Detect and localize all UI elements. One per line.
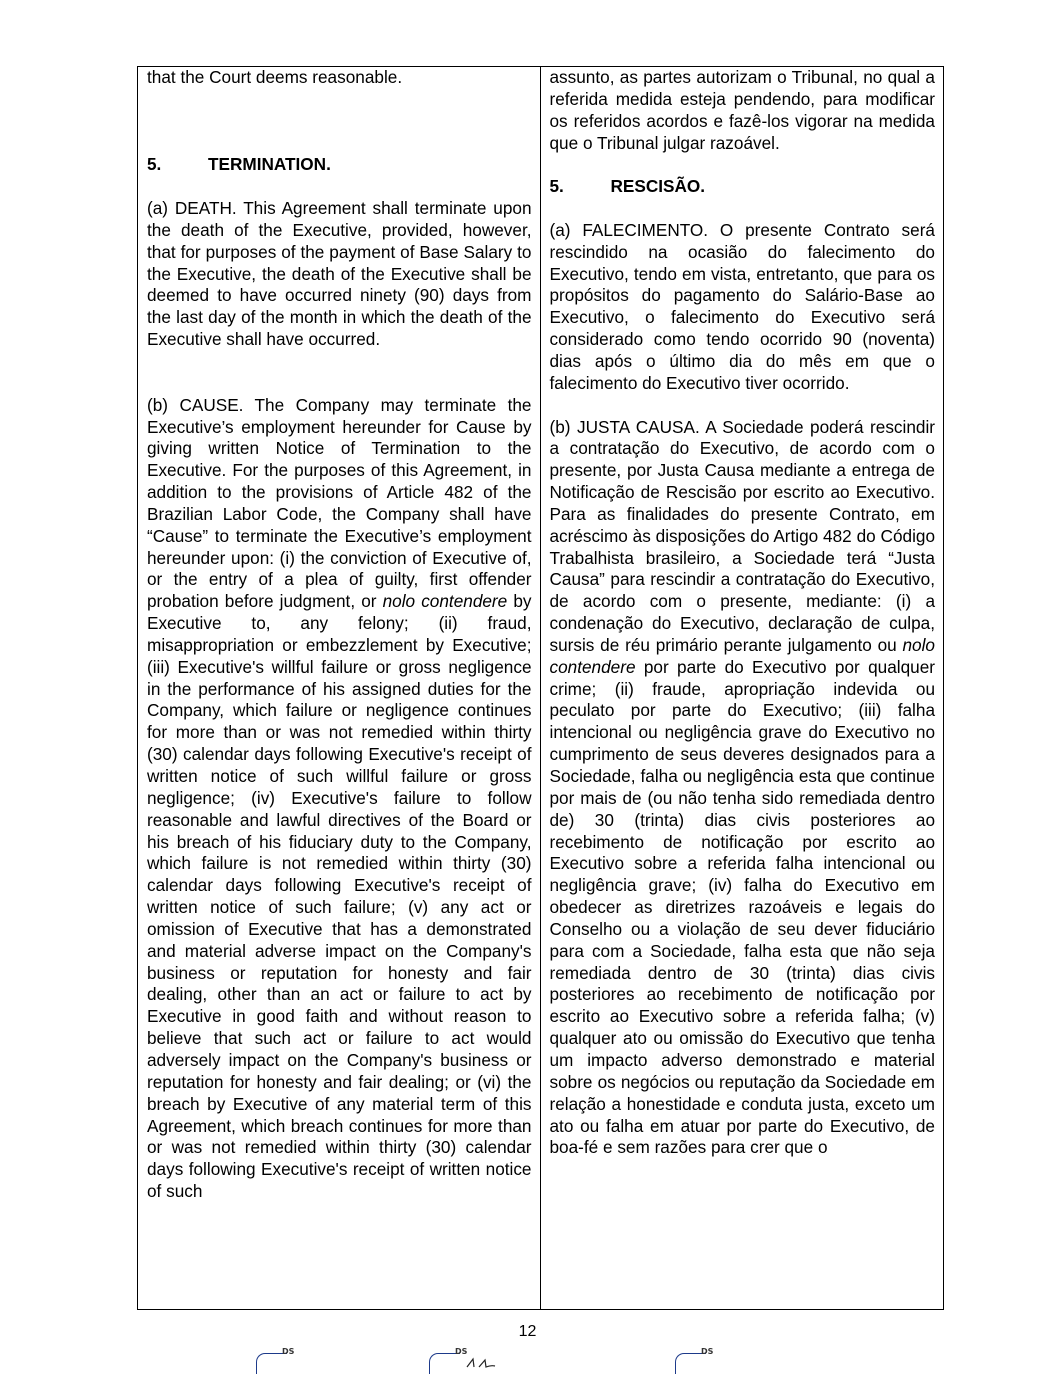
intro-paragraph-en: that the Court deems reasonable. — [147, 67, 403, 87]
section-heading-pt — [550, 176, 936, 198]
docusign-bracket-icon — [675, 1353, 706, 1374]
section-number-en: 5. — [147, 154, 162, 175]
english-column — [138, 67, 541, 1309]
docusign-bracket-icon — [429, 1353, 460, 1374]
cause-clause-pt — [550, 417, 936, 1160]
section-heading-en — [147, 154, 532, 176]
cause-clause-en-part1: (b) CAUSE. The Company may terminate the Executive’s employment hereunder for Cause by giving written Notice of Termination to the Executive. For the purposes of this Agreement, in addition to the provisions of Article 482 of the Brazilian Labor Code, the Company shall have “Cause” to terminate the Executive’s employment hereunder upon: (i) the conviction of Executive of, or the entry of a plea of guilty, first offender probation before judgment, or — [147, 394, 532, 612]
cause-clause-en — [147, 395, 532, 1203]
signature-initial-box — [675, 1346, 745, 1366]
cause-clause-pt-italic: nolo contendere — [549, 634, 935, 677]
signature-initial-box — [429, 1346, 499, 1366]
signature-initial-box — [256, 1346, 326, 1366]
bilingual-contract-table — [137, 66, 944, 1310]
ds-label: DS — [455, 1347, 468, 1356]
portuguese-column — [541, 67, 944, 1309]
docusign-bracket-icon — [256, 1353, 287, 1374]
section-number-pt: 5. — [549, 176, 564, 197]
death-clause-pt: (a) FALECIMENTO. O presente Contrato será rescindido na ocasião do falecimento do Executivo, tendo em vista, entretanto, que para os propósitos do pagamento do Salário-Base ao Executivo, o falecimento do Executivo será considerado como tendo ocorrido 90 (noventa) dias após o último dia do mês em que o falecimento do Executivo tiver ocorrido. — [549, 219, 935, 393]
page-number: 12 — [518, 1323, 537, 1340]
cause-clause-pt-part1: (b) JUSTA CAUSA. A Sociedade poderá rescindir a contratação do Executivo, de acordo com o presente, por Justa Causa mediante a entrega de Notificação de Rescisão por escrito ao Executivo. Para as finalidades do presente Contrato, em acréscimo às disposições do Artigo 482 do Código Trabalhista brasileiro, a Sociedade terá “Justa Causa” para rescindir a contratação do Executivo, de acordo com o presente, mediante: (i) a condenação do Executivo, declaração de culpa, sursis de réu primário perante julgamento ou — [549, 416, 935, 655]
section-title-pt: RESCISÃO. — [610, 176, 706, 197]
ds-label: DS — [701, 1347, 714, 1356]
death-clause-en: (a) DEATH. This Agreement shall terminate upon the death of the Executive, provided, however, that for purposes of the payment of Base Salary to the Executive, the death of the Executive shall be deemed to have occurred ninety (90) days from the last day of the month in which the death of the Executive shall have occurred. — [147, 198, 532, 350]
section-title-en: TERMINATION. — [208, 154, 331, 175]
initials-scribble-icon — [465, 1356, 505, 1368]
cause-clause-pt-part2: por parte do Executivo por qualquer crime; (ii) fraude, apropriação indevida ou peculato por parte do Executivo; (iii) falha intencional ou negligência grave do Executivo no cumprimento de seus deveres designados para a Sociedade, falha ou negligência esta que continue por mais de (ou não tenha sido remediada dentro de) 30 (trinta) dias civis posteriores ao recebimento de notificação por escrito ao Executivo sobre a referida falha intencional ou negligência grave; (iv) falha do Executivo em obedecer as diretrizes razoáveis e legais do Conselho ou a violação de seu dever fiduciário para com a Sociedade, falha esta que não seja remediada dentro de 30 (trinta) dias civis posteriores ao recebimento de notificação por escrito ao Executivo sobre a referida falha; (v) qualquer ato ou omissão do Executivo que tenha um impacto adverso demonstrado e material sobre os negócios ou reputação da Sociedade em relação a honestidade e conduta justa, exceto um ato ou falha em atuar por parte do Executivo, de boa-fé e sem razões para crer que o — [549, 656, 935, 1158]
ds-label: DS — [282, 1347, 295, 1356]
cause-clause-en-part2: by Executive to, any felony; (ii) fraud, misappropriation or embezzlement by Executive; (iii) Executive's willful failure or gross negligence in the performance of his assigned duties for the Company, which failure or negligence continues for more than or was not remedied within thirty (30) calendar days following Executive's receipt of written notice of such willful failure or gross negligence; (iv) Executive's failure to follow reasonable and lawful directives of the Board or his breach of his fiduciary duty to the Company, which failure is not remedied within thirty (30) calendar days following Executive's receipt of written notice of such failure; (v) any act or omission of Executive that has a demonstrated and material adverse impact on the Company's business or reputation for honesty and fair dealing, other than an act or failure to act by Executive in good faith and without reason to believe that such act or failure to act would adversely impact on the Company's business or reputation for honesty and fair dealing; or (vi) the breach by Executive of any material term of this Agreement, which breach continues for more than or was not remedied within thirty (30) calendar days following Executive's receipt of written notice of such — [147, 591, 532, 1202]
cause-clause-en-italic: nolo contendere — [382, 591, 508, 612]
intro-paragraph-pt: assunto, as partes autorizam o Tribunal, no qual a referida medida esteja pendendo, para modificar os referidos acordos e fazê-los vigorar na medida que o Tribunal julgar razoável. — [549, 67, 935, 153]
